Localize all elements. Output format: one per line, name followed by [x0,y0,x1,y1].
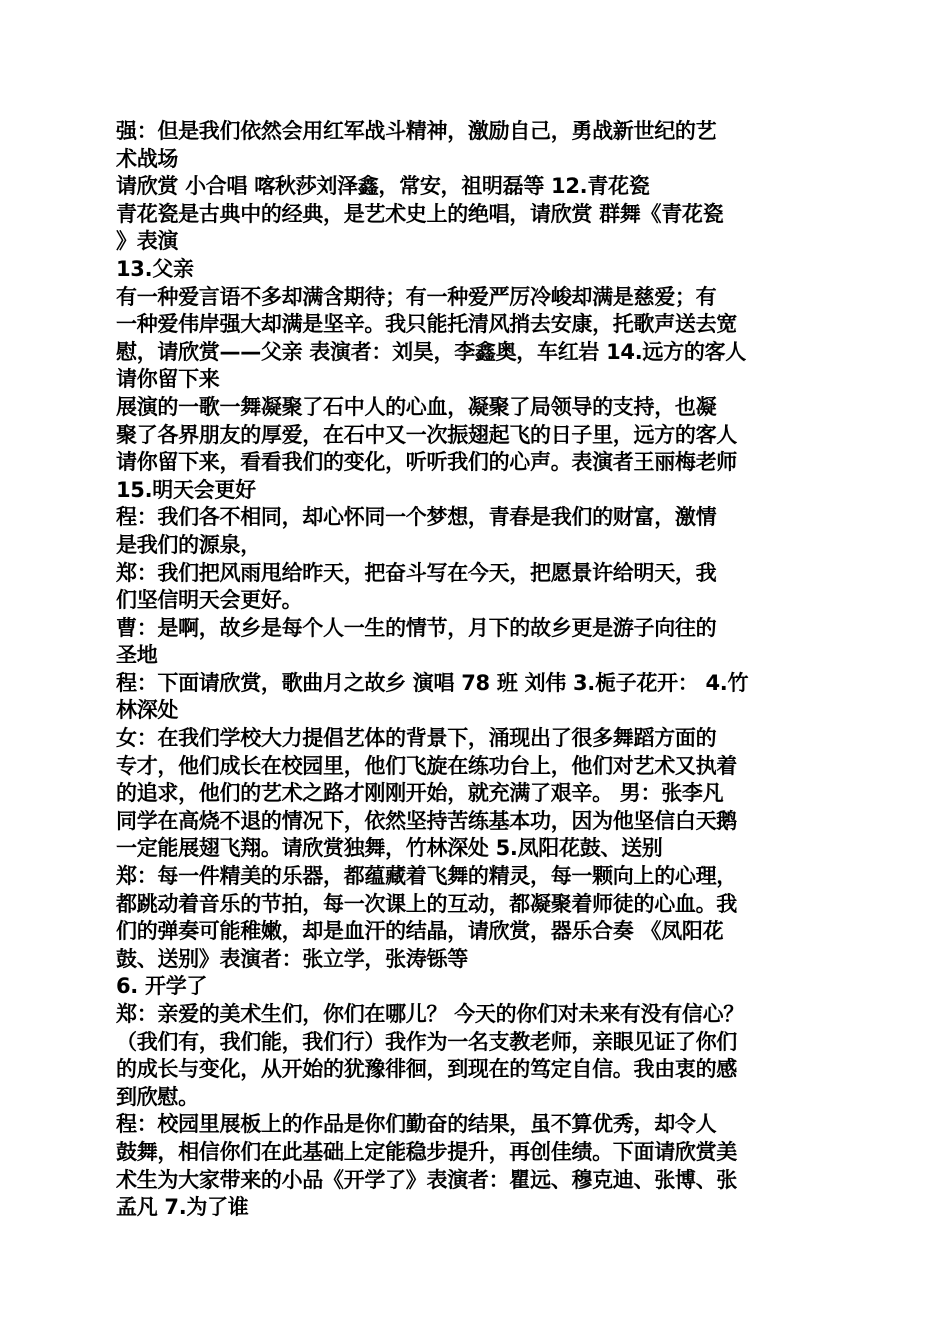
text-line: 展演的一歌一舞凝聚了石中人的心血，凝聚了局领导的支持，也凝 [116,394,717,419]
text-line: 15.明天会更好 [116,477,256,502]
text-line: 程：我们各不相同，却心怀同一个梦想，青春是我们的财富，激情 [116,505,717,530]
text-line: 郑：亲爱的美术生们，你们在哪儿？ 今天的你们对未来有没有信心？ [116,1002,745,1026]
text-line: 青花瓷是古典中的经典，是艺术史上的绝唱，请欣赏 群舞《青花瓷 [116,201,724,226]
text-line: 请你留下来 [116,367,220,392]
text-line: 》表演 [116,229,179,254]
text-line: 郑：每一件精美的乐器，都蕴藏着飞舞的精灵，每一颗向上的心理， [116,864,737,889]
text-line: 专才，他们成长在校园里，他们飞旋在练功台上，他们对艺术又执着 [116,753,737,778]
text-line: 们的弹奏可能稚嫩，却是血汗的结晶，请欣赏，器乐合奏 《凤阳花 [116,919,724,944]
text-line: 6. 开学了 [116,974,208,999]
text-line: 程：校园里展板上的作品是你们勤奋的结果，虽不算优秀，却令人 [116,1112,717,1137]
text-line: 术战场 [116,146,179,171]
text-line: 请你留下来，看看我们的变化，听听我们的心声。表演者王丽梅老师 [116,450,737,475]
text-line: （我们有，我们能，我们行）我作为一名支教老师，亲眼见证了你们 [116,1029,737,1054]
text-line: 的成长与变化，从开始的犹豫徘徊，到现在的笃定自信。我由衷的感 [116,1057,737,1082]
text-line: 程：下面请欣赏，歌曲月之故乡 演唱 78 班 刘伟 3.栀子花开： 4.竹 [116,670,749,695]
text-line: 术生为大家带来的小品《开学了》表演者：瞿远、穆克迪、张博、张 [116,1167,737,1192]
text-line: 一定能展翅飞翔。请欣赏独舞，竹林深处 5.凤阳花鼓、送别 [116,836,663,861]
text-line: 林深处 [116,698,179,723]
text-line: 女：在我们学校大力提倡艺体的背景下，涌现出了很多舞蹈方面的 [116,726,717,751]
text-line: 鼓、送别》表演者：张立学，张涛铄等 [116,946,468,971]
text-line: 聚了各界朋友的厚爱，在石中又一次振翅起飞的日子里，远方的客人 [116,422,737,447]
text-line: 都跳动着音乐的节拍，每一次课上的互动，都凝聚着师徒的心血。我 [116,891,737,916]
text-line: 郑：我们把风雨甩给昨天，把奋斗写在今天，把愿景许给明天，我 [116,560,717,585]
text-line: 到欣慰。 [116,1084,199,1109]
text-line: 们坚信明天会更好。 [116,588,303,613]
text-line: 是我们的源泉， [116,532,261,557]
text-line: 鼓舞，相信你们在此基础上定能稳步提升，再创佳绩。下面请欣赏美 [116,1139,737,1164]
text-line: 圣地 [116,643,158,668]
text-line: 强：但是我们依然会用红军战斗精神，激励自己，勇战新世纪的艺 [116,119,717,143]
text-line: 13.父亲 [116,256,194,281]
text-line: 曹：是啊，故乡是每个人一生的情节，月下的故乡更是游子向往的 [116,615,717,640]
text-line: 有一种爱言语不多却满含期待；有一种爱严厉冷峻却满是慈爱；有 [116,284,717,309]
text-line: 请欣赏 小合唱 喀秋莎刘泽鑫，常安，祖明磊等 12.青花瓷 [116,174,650,199]
text-line: 的追求，他们的艺术之路才刚刚开始，就充满了艰辛。 男：张李凡 [116,781,724,806]
text-line: 一种爱伟岸强大却满是坚辛。我只能托清风捎去安康，托歌声送去宽 [116,312,737,337]
text-line: 孟凡 7.为了谁 [116,1195,249,1220]
text-line: 慰，请欣赏——父亲 表演者：刘昊，李鑫奥，车红岩 14.远方的客人 [116,339,746,364]
text-line: 同学在高烧不退的情况下，依然坚持苦练基本功，因为他坚信白天鹅 [116,808,737,833]
document-text [116,118,836,1222]
